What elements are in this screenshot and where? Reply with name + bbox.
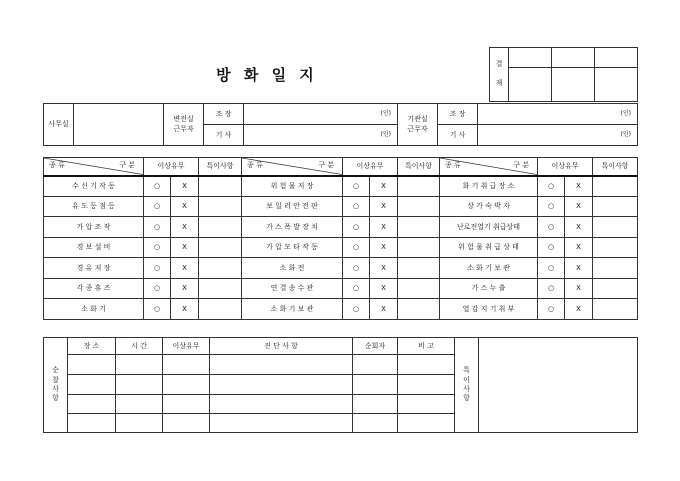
inspection-header-division [440,158,538,176]
staff-table [43,103,638,146]
patrol-cell[interactable] [68,395,116,414]
inspection-remarks-cell[interactable] [593,299,638,320]
inspection-remarks-cell[interactable] [398,278,440,299]
patrol-cell[interactable] [116,355,163,375]
patrol-cell[interactable] [398,355,455,375]
patrol-cell[interactable] [210,395,353,414]
inspection-item-name: 소 화 기 보 관 [440,258,538,279]
inspection-item-name: 유 도 등 점 등 [44,196,144,217]
inspection-item-name: 경 유 저 장 [44,258,144,279]
inspection-item-name: 상 가 숙 박 자 [440,196,538,217]
patrol-header-note: 비 고 [398,338,455,355]
inspection-ok-mark[interactable]: ○ [538,217,565,238]
inspection-ng-mark[interactable]: X [171,176,199,197]
substation-engineer-sign[interactable]: (인) [244,125,398,146]
inspection-ng-mark[interactable]: X [171,299,199,320]
substation-label-text: 변전실 근무자 [173,115,194,133]
inspection-ok-mark[interactable]: ○ [538,258,565,279]
patrol-cell[interactable] [210,414,353,433]
inspection-ok-mark[interactable]: ○ [343,176,370,197]
inspection-row [44,196,638,217]
inspection-remarks-cell[interactable] [593,278,638,299]
inspection-ng-mark[interactable]: X [565,299,593,320]
inspection-item-name: 수 신 기 작 동 [44,176,144,197]
inspection-ng-mark[interactable]: X [370,176,398,197]
approval-label-bottom: 재 [495,79,503,88]
header-abnormal: 이상유무 [343,158,398,176]
inspection-ok-mark[interactable]: ○ [343,196,370,217]
inspection-item-name: 난로전열기 취급상태 [440,217,538,238]
inspection-remarks-cell[interactable] [199,278,242,299]
inspection-row [44,258,638,279]
patrol-cell[interactable] [163,355,210,375]
header-abnormal: 이상유무 [144,158,199,176]
machine-leader-label: 조 장 [438,104,478,125]
patrol-cell[interactable] [68,375,116,395]
inspection-item-name: 위 험 물 저 장 [242,176,343,197]
patrol-cell[interactable] [353,355,398,375]
patrol-cell[interactable] [68,414,116,433]
inspection-item-name: 소 화 기 보 관 [242,299,343,320]
approval-sign-cell[interactable] [509,68,552,102]
inspection-item-name: 가 압 조 작 [44,217,144,238]
approval-sign-cell[interactable] [595,68,638,102]
patrol-cell[interactable] [163,375,210,395]
inspection-remarks-cell[interactable] [398,237,440,258]
approval-header-cell [509,48,552,68]
inspection-remarks-cell[interactable] [593,196,638,217]
patrol-cell[interactable] [68,355,116,375]
header-division-text: 구 분 [318,161,334,169]
patrol-side-label-text: 순 찰 사 항 [52,366,59,403]
machine-engineer-label: 기 사 [438,125,478,146]
patrol-header-diagnosis: 진 단 사 항 [210,338,353,355]
patrol-cell[interactable] [398,375,455,395]
patrol-cell[interactable] [116,395,163,414]
inspection-ng-mark[interactable]: X [565,278,593,299]
patrol-cell[interactable] [398,414,455,433]
patrol-header-place: 장 소 [68,338,116,355]
office-label: 사무실 [44,104,74,146]
inspection-remarks-cell[interactable] [199,217,242,238]
inspection-item-name: 소 화 전 [242,258,343,279]
inspection-header-row [44,158,638,176]
machine-room-label-text: 기관실 근무자 [407,115,428,133]
inspection-item-name: 가 압 모 타 작 동 [242,237,343,258]
inspection-ok-mark[interactable]: ○ [538,278,565,299]
inspection-remarks-cell[interactable] [593,258,638,279]
header-remarks: 특이사항 [593,158,638,176]
inspection-remarks-cell[interactable] [199,237,242,258]
page-title: 방 화 일 지 [216,66,318,84]
inspection-ok-mark[interactable]: ○ [144,258,171,279]
inspection-remarks-cell[interactable] [199,176,242,197]
inspection-remarks-cell[interactable] [593,217,638,238]
patrol-cell[interactable] [116,414,163,433]
inspection-ok-mark[interactable]: ○ [343,217,370,238]
inspection-ng-mark[interactable]: X [565,237,593,258]
header-remarks: 특이사항 [398,158,440,176]
header-division-text: 구 분 [119,161,135,169]
inspection-ok-mark[interactable]: ○ [343,278,370,299]
patrol-cell[interactable] [353,395,398,414]
inspection-item-name: 보 일 러 안 전 판 [242,196,343,217]
inspection-ok-mark[interactable]: ○ [144,278,171,299]
inspection-ok-mark[interactable]: ○ [538,299,565,320]
inspection-remarks-cell[interactable] [199,196,242,217]
inspection-ng-mark[interactable]: X [370,196,398,217]
inspection-ng-mark[interactable]: X [171,196,199,217]
inspection-ng-mark[interactable]: X [171,237,199,258]
special-notes-label [455,338,479,433]
inspection-row [44,237,638,258]
approval-label [490,48,509,102]
inspection-ng-mark[interactable]: X [565,176,593,197]
inspection-ok-mark[interactable]: ○ [343,237,370,258]
inspection-table [43,157,638,320]
header-category-text: 종 류 [445,161,461,169]
inspection-item-name: 각 종 휴 즈 [44,278,144,299]
inspection-item-name: 화 기 취 급 장 소 [440,176,538,197]
patrol-cell[interactable] [210,355,353,375]
header-division-text: 구 분 [513,161,529,169]
inspection-ng-mark[interactable]: X [171,258,199,279]
inspection-header-division [242,158,343,176]
patrol-header-abnormal: 이상유무 [163,338,210,355]
substation-label [164,104,204,146]
special-notes-label-text: 특 이 사 항 [463,366,470,403]
header-category-text: 종 류 [247,161,263,169]
patrol-cell[interactable] [353,375,398,395]
inspection-item-name: 열 감 지 기 취 부 [440,299,538,320]
patrol-cell[interactable] [353,414,398,433]
inspection-ok-mark[interactable]: ○ [144,299,171,320]
substation-engineer-label: 기 사 [204,125,244,146]
inspection-remarks-cell[interactable] [398,176,440,197]
inspection-item-name: 가 스 폭 발 장 치 [242,217,343,238]
inspection-row [44,176,638,197]
substation-leader-sign[interactable]: (인) [244,104,398,125]
patrol-header-patroller: 순회자 [353,338,398,355]
office-value[interactable] [74,104,164,146]
patrol-cell[interactable] [398,395,455,414]
inspection-ok-mark[interactable]: ○ [538,176,565,197]
inspection-ng-mark[interactable]: X [565,196,593,217]
approval-box [489,47,638,102]
inspection-remarks-cell[interactable] [398,299,440,320]
patrol-cell[interactable] [163,414,210,433]
patrol-cell[interactable] [163,395,210,414]
machine-engineer-sign[interactable]: (인) [478,125,638,146]
inspection-ng-mark[interactable]: X [370,299,398,320]
inspection-row [44,299,638,320]
inspection-ng-mark[interactable]: X [171,278,199,299]
inspection-ok-mark[interactable]: ○ [538,237,565,258]
patrol-side-label [44,338,68,433]
inspection-ok-mark[interactable]: ○ [144,237,171,258]
patrol-header-time: 시 간 [116,338,163,355]
inspection-remarks-cell[interactable] [398,258,440,279]
inspection-row [44,217,638,238]
inspection-item-name: 소 화 기 [44,299,144,320]
patrol-cell[interactable] [210,375,353,395]
inspection-remarks-cell[interactable] [593,176,638,197]
inspection-remarks-cell[interactable] [199,258,242,279]
inspection-ok-mark[interactable]: ○ [343,299,370,320]
inspection-remarks-cell[interactable] [199,299,242,320]
inspection-remarks-cell[interactable] [593,237,638,258]
approval-label-top: 결 [495,60,503,69]
inspection-ng-mark[interactable]: X [370,217,398,238]
inspection-ng-mark[interactable]: X [565,217,593,238]
inspection-ng-mark[interactable]: X [370,278,398,299]
inspection-ok-mark[interactable]: ○ [144,217,171,238]
header-abnormal: 이상유무 [538,158,593,176]
inspection-remarks-cell[interactable] [398,196,440,217]
inspection-ng-mark[interactable]: X [565,258,593,279]
inspection-item-name: 가 스 누 출 [440,278,538,299]
inspection-ok-mark[interactable]: ○ [144,196,171,217]
approval-header-cell [595,48,638,68]
substation-leader-label: 조 장 [204,104,244,125]
patrol-cell[interactable] [116,375,163,395]
approval-header-cell [552,48,595,68]
inspection-item-name: 경 보 설 비 [44,237,144,258]
inspection-ok-mark[interactable]: ○ [343,258,370,279]
machine-room-label [398,104,438,146]
inspection-header-division [44,158,144,176]
machine-leader-sign[interactable]: (인) [478,104,638,125]
inspection-remarks-cell[interactable] [398,217,440,238]
header-remarks: 특이사항 [199,158,242,176]
inspection-ok-mark[interactable]: ○ [144,176,171,197]
inspection-ng-mark[interactable]: X [171,217,199,238]
header-category-text: 종 류 [49,161,65,169]
inspection-row [44,278,638,299]
inspection-ok-mark[interactable]: ○ [538,196,565,217]
inspection-item-name: 연 결 송 수 관 [242,278,343,299]
patrol-header-row [44,338,638,355]
approval-sign-cell[interactable] [552,68,595,102]
inspection-ng-mark[interactable]: X [370,237,398,258]
inspection-item-name: 위 험 물 취 급 상 태 [440,237,538,258]
special-notes-area[interactable] [479,338,638,433]
inspection-ng-mark[interactable]: X [370,258,398,279]
patrol-table [43,337,638,433]
